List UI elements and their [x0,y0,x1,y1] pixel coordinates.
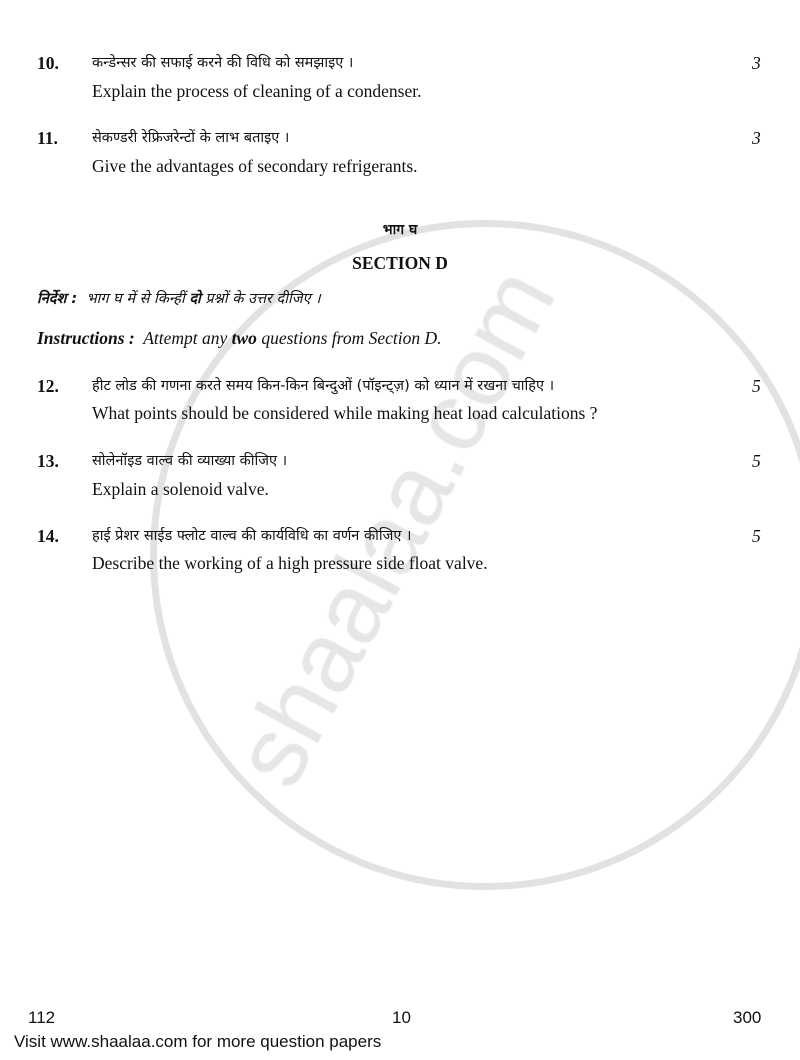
question-marks: 3 [752,128,761,148]
question-marks: 5 [752,526,761,546]
question-number: 10. [37,53,59,73]
question-english: Describe the working of a high pressure side float valve. [92,553,488,573]
question-hindi: सोलेनॉइड वाल्व की व्याख्या कीजिए । [92,453,288,469]
instructions-emphasis: two [231,328,257,348]
question-english: Explain the process of cleaning of a condenser. [92,81,422,101]
hindi-instructions-label: निर्देश : [37,291,78,307]
section-hindi-title: भाग घ [382,222,418,238]
hindi-instructions-text: प्रश्नों के उत्तर दीजिए । [205,291,321,307]
footer-page-number: 10 [392,1008,411,1027]
hindi-instructions-emphasis: दो [189,291,201,307]
question-marks: 5 [752,451,761,471]
hindi-instructions-text: भाग घ में से किन्हीं [86,291,185,307]
question-english: Give the advantages of secondary refrigerants. [92,156,418,176]
question-english: Explain a solenoid valve. [92,479,269,499]
question-number: 13. [37,451,59,471]
instructions-text: Attempt any [143,328,228,348]
question-marks: 3 [752,53,761,73]
footer-visit-link[interactable]: Visit www.shaalaa.com for more question papers [14,1032,382,1051]
question-hindi: हीट लोड की गणना करते समय किन-किन बिन्दुओं (पॉइन्ट्ज़) को ध्यान में रखना चाहिए । [92,378,555,394]
instructions [37,327,441,349]
question-hindi: हाई प्रेशर साईड फ्लोट वाल्व की कार्यविधि का वर्णन कीजिए । [92,528,412,544]
footer-right-number: 300 [733,1008,762,1027]
instructions-text: questions from Section D. [261,328,442,348]
question-number: 14. [37,526,59,546]
section-title: SECTION D [352,253,448,273]
question-hindi: कन्डेन्सर की सफाई करने की विधि को समझाइए । [92,55,354,71]
question-english: What points should be considered while making heat load calculations ? [92,403,598,423]
question-marks: 5 [752,376,761,396]
instructions-label: Instructions : [37,328,135,348]
question-hindi: सेकण्डरी रेफ्रिजरेन्टों के लाभ बताइए । [92,130,290,146]
hindi-instructions [37,289,321,309]
question-number: 11. [37,128,58,148]
footer-code: 112 [28,1008,56,1027]
question-number: 12. [37,376,59,396]
